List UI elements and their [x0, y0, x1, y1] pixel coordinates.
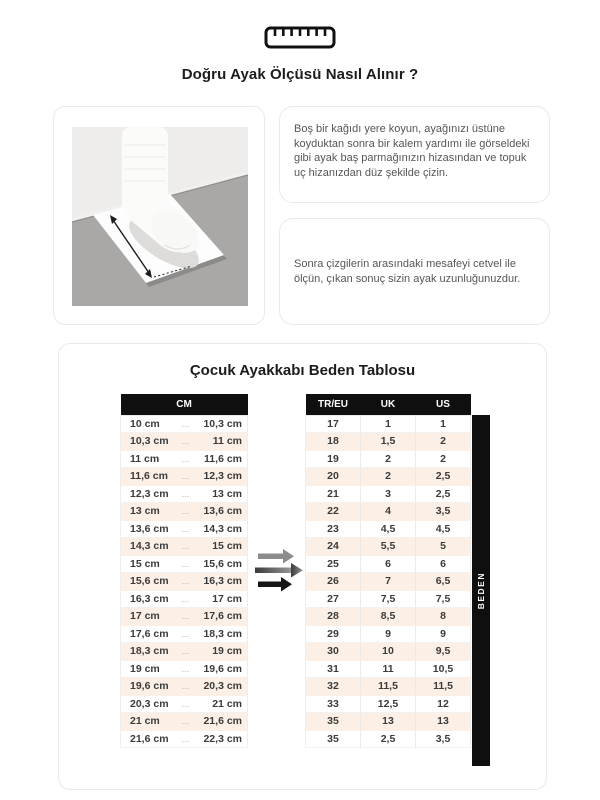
size-row: [306, 555, 471, 573]
size-row: [306, 678, 471, 696]
uk-size: 11,5: [361, 678, 416, 696]
beden-label: BEDEN: [476, 571, 486, 610]
uk-size: 2: [361, 468, 416, 486]
cm-range-row: [121, 625, 248, 643]
range-dots: ...: [179, 503, 193, 521]
cm-from-value: 17 cm: [121, 608, 179, 626]
measurement-guide: [53, 106, 550, 325]
cm-to-value: 20,3 cm: [193, 678, 248, 696]
range-dots: ...: [179, 538, 193, 556]
us-size: 6: [416, 555, 471, 573]
cm-from-value: 19 cm: [121, 660, 179, 678]
us-size: 9: [416, 625, 471, 643]
cm-to-value: 19,6 cm: [193, 660, 248, 678]
uk-size: 6: [361, 555, 416, 573]
size-row: [306, 433, 471, 451]
us-size: 6,5: [416, 573, 471, 591]
cm-from-value: 12,3 cm: [121, 485, 179, 503]
arrow-top: [258, 549, 294, 564]
uk-size: 1: [361, 415, 416, 433]
instruction-card-1: [279, 106, 550, 203]
cm-from-value: 18,3 cm: [121, 643, 179, 661]
range-dots: ...: [179, 415, 193, 433]
tr-eu-size: 21: [306, 485, 361, 503]
cm-from-value: 10 cm: [121, 415, 179, 433]
size-row: [306, 695, 471, 713]
instruction-text-1: Boş bir kağıdı yere koyun, ayağınızı üstüne koyduktan sonra bir kalem yardımı ile görseldeki gibi ayak baş parmağınızın hizasından ve topuk uç hizanızdan düz şekilde çizin.: [294, 123, 530, 179]
cm-range-row: [121, 590, 248, 608]
cm-to-value: 14,3 cm: [193, 520, 248, 538]
range-dots: ...: [179, 660, 193, 678]
us-size: 10,5: [416, 660, 471, 678]
cm-to-value: 13 cm: [193, 485, 248, 503]
conversion-arrows-icon: [255, 546, 307, 599]
cm-from-value: 21,6 cm: [121, 730, 179, 748]
size-row: [306, 538, 471, 556]
uk-size: 3: [361, 485, 416, 503]
range-dots: ...: [179, 713, 193, 731]
column-header-us: US: [416, 394, 471, 415]
cm-to-value: 18,3 cm: [193, 625, 248, 643]
tr-eu-size: 20: [306, 468, 361, 486]
cm-range-row: [121, 433, 248, 451]
size-table-body: [306, 415, 471, 748]
cm-from-value: 15,6 cm: [121, 573, 179, 591]
range-dots: ...: [179, 468, 193, 486]
instruction-text-2: Sonra çizgilerin arasındaki mesafeyi cetvel ile ölçün, çıkan sonuç sizin ayak uzunluğunuzdur.: [294, 257, 521, 285]
column-header-uk: UK: [361, 394, 416, 415]
uk-size: 9: [361, 625, 416, 643]
us-size: 11,5: [416, 678, 471, 696]
arrow-bottom: [258, 577, 292, 592]
cm-from-value: 13,6 cm: [121, 520, 179, 538]
us-size: 13: [416, 713, 471, 731]
cm-range-row: [121, 468, 248, 486]
range-dots: ...: [179, 678, 193, 696]
cm-to-value: 19 cm: [193, 643, 248, 661]
tr-eu-size: 35: [306, 713, 361, 731]
size-table-header-row: [306, 394, 471, 415]
uk-size: 1,5: [361, 433, 416, 451]
range-dots: ...: [179, 695, 193, 713]
tr-eu-size: 30: [306, 643, 361, 661]
range-dots: ...: [179, 590, 193, 608]
arrow-middle: [255, 563, 303, 578]
us-size: 2: [416, 450, 471, 468]
tr-eu-size: 32: [306, 678, 361, 696]
us-size: 5: [416, 538, 471, 556]
tr-eu-size: 22: [306, 503, 361, 521]
uk-size: 2: [361, 450, 416, 468]
tr-eu-size: 17: [306, 415, 361, 433]
us-size: 2,5: [416, 485, 471, 503]
uk-size: 7: [361, 573, 416, 591]
cm-to-value: 11 cm: [193, 433, 248, 451]
size-row: [306, 450, 471, 468]
size-row: [306, 643, 471, 661]
tr-eu-size: 23: [306, 520, 361, 538]
cm-range-row: [121, 643, 248, 661]
cm-range-row: [121, 678, 248, 696]
size-row: [306, 625, 471, 643]
cm-to-value: 17,6 cm: [193, 608, 248, 626]
tr-eu-size: 27: [306, 590, 361, 608]
cm-to-value: 13,6 cm: [193, 503, 248, 521]
range-dots: ...: [179, 555, 193, 573]
uk-size: 8,5: [361, 608, 416, 626]
cm-range-row: [121, 538, 248, 556]
tr-eu-size: 24: [306, 538, 361, 556]
cm-to-value: 10,3 cm: [193, 415, 248, 433]
us-size: 7,5: [416, 590, 471, 608]
us-size: 1: [416, 415, 471, 433]
cm-from-value: 11,6 cm: [121, 468, 179, 486]
uk-size: 11: [361, 660, 416, 678]
cm-from-value: 16,3 cm: [121, 590, 179, 608]
cm-from-value: 19,6 cm: [121, 678, 179, 696]
cm-range-row: [121, 573, 248, 591]
cm-from-value: 14,3 cm: [121, 538, 179, 556]
range-dots: ...: [179, 450, 193, 468]
cm-range-row: [121, 450, 248, 468]
cm-range-row: [121, 660, 248, 678]
us-size: 12: [416, 695, 471, 713]
cm-from-value: 13 cm: [121, 503, 179, 521]
range-dots: ...: [179, 573, 193, 591]
size-row: [306, 520, 471, 538]
size-row: [306, 485, 471, 503]
uk-size: 13: [361, 713, 416, 731]
cm-to-value: 21 cm: [193, 695, 248, 713]
page-title: Doğru Ayak Ölçüsü Nasıl Alınır ?: [181, 66, 419, 83]
us-size: 3,5: [416, 503, 471, 521]
range-dots: ...: [179, 643, 193, 661]
size-row: [306, 730, 471, 748]
tr-eu-size: 19: [306, 450, 361, 468]
cm-to-value: 12,3 cm: [193, 468, 248, 486]
uk-size: 4,5: [361, 520, 416, 538]
range-dots: ...: [179, 625, 193, 643]
us-size: 4,5: [416, 520, 471, 538]
cm-table: [120, 394, 248, 748]
cm-to-value: 15,6 cm: [193, 555, 248, 573]
cm-table-body: [121, 415, 248, 748]
cm-to-value: 21,6 cm: [193, 713, 248, 731]
size-row: [306, 415, 471, 433]
us-size: 3,5: [416, 730, 471, 748]
uk-size: 7,5: [361, 590, 416, 608]
uk-size: 4: [361, 503, 416, 521]
cm-range-row: [121, 555, 248, 573]
instruction-card-2: [279, 218, 550, 325]
measurement-photo: [53, 106, 265, 325]
column-header-tr-eu: TR/EU: [306, 394, 361, 415]
uk-size: 5,5: [361, 538, 416, 556]
cm-range-row: [121, 608, 248, 626]
cm-range-row: [121, 415, 248, 433]
cm-range-row: [121, 520, 248, 538]
tr-eu-size: 26: [306, 573, 361, 591]
cm-to-value: 15 cm: [193, 538, 248, 556]
cm-range-row: [121, 713, 248, 731]
cm-range-row: [121, 695, 248, 713]
cm-from-value: 20,3 cm: [121, 695, 179, 713]
cm-to-value: 16,3 cm: [193, 573, 248, 591]
tr-eu-size: 33: [306, 695, 361, 713]
cm-from-value: 21 cm: [121, 713, 179, 731]
size-conversion-table: [305, 394, 471, 748]
cm-to-value: 22,3 cm: [193, 730, 248, 748]
cm-range-row: [121, 485, 248, 503]
tr-eu-size: 35: [306, 730, 361, 748]
us-size: 2,5: [416, 468, 471, 486]
range-dots: ...: [179, 433, 193, 451]
size-row: [306, 660, 471, 678]
range-dots: ...: [179, 485, 193, 503]
cm-to-value: 17 cm: [193, 590, 248, 608]
cm-from-value: 11 cm: [121, 450, 179, 468]
tr-eu-size: 25: [306, 555, 361, 573]
cm-from-value: 10,3 cm: [121, 433, 179, 451]
cm-table-header: CM: [121, 394, 248, 415]
size-row: [306, 608, 471, 626]
tr-eu-size: 31: [306, 660, 361, 678]
cm-from-value: 15 cm: [121, 555, 179, 573]
uk-size: 12,5: [361, 695, 416, 713]
range-dots: ...: [179, 730, 193, 748]
size-row: [306, 468, 471, 486]
cm-from-value: 17,6 cm: [121, 625, 179, 643]
size-row: [306, 713, 471, 731]
size-row: [306, 503, 471, 521]
us-size: 2: [416, 433, 471, 451]
ruler-icon: [0, 26, 600, 49]
size-table-title: Çocuk Ayakkabı Beden Tablosu: [189, 362, 416, 379]
cm-range-row: [121, 730, 248, 748]
cm-to-value: 11,6 cm: [193, 450, 248, 468]
size-table-card: [58, 343, 547, 790]
us-size: 9,5: [416, 643, 471, 661]
us-size: 8: [416, 608, 471, 626]
foot-measure-illustration: [72, 127, 248, 306]
tr-eu-size: 28: [306, 608, 361, 626]
uk-size: 10: [361, 643, 416, 661]
range-dots: ...: [179, 608, 193, 626]
tr-eu-size: 29: [306, 625, 361, 643]
size-row: [306, 590, 471, 608]
range-dots: ...: [179, 520, 193, 538]
size-row: [306, 573, 471, 591]
tr-eu-size: 18: [306, 433, 361, 451]
beden-side-bar: [472, 415, 490, 766]
uk-size: 2,5: [361, 730, 416, 748]
cm-range-row: [121, 503, 248, 521]
